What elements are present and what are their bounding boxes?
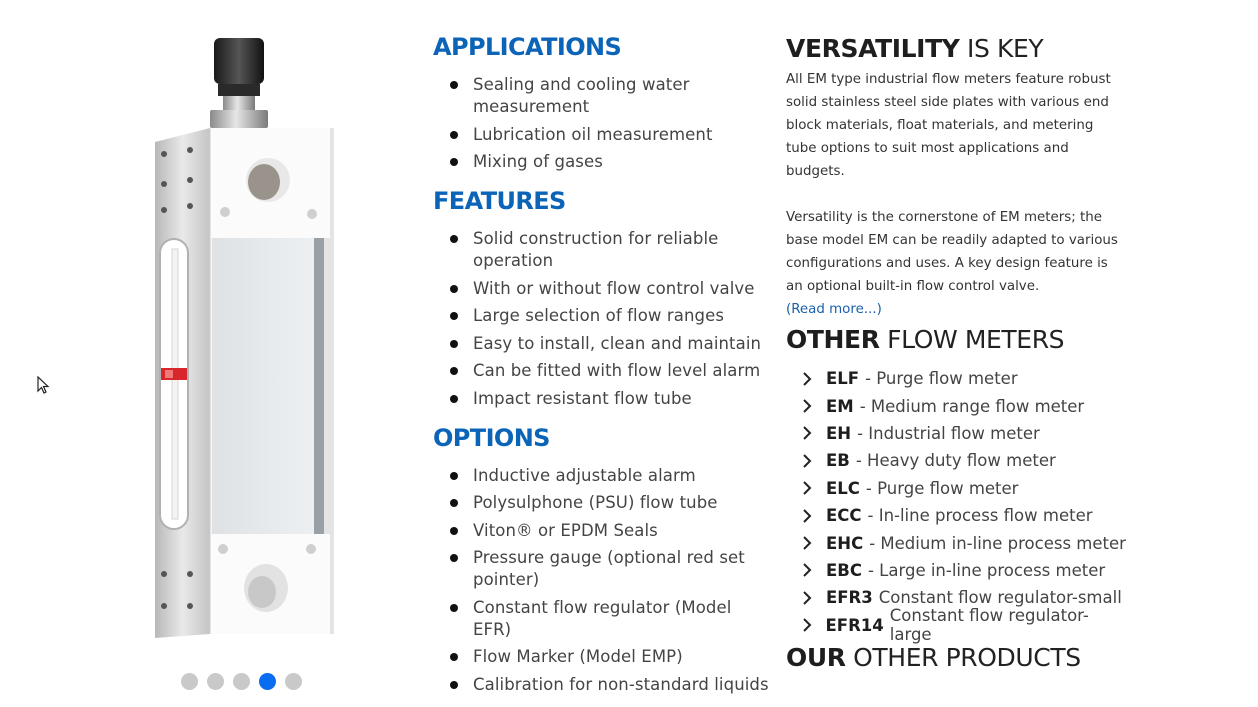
meter-code: EH: [826, 423, 852, 443]
meter-link-em[interactable]: [786, 392, 1126, 419]
other-heading-rest: FLOW METERS: [879, 325, 1065, 354]
meter-link-ecc[interactable]: [786, 502, 1126, 529]
list-item: Constant flow regulator (Model EFR): [433, 597, 773, 641]
meter-desc: - Purge flow meter: [865, 478, 1019, 498]
features-list: [433, 228, 773, 410]
meter-desc: - Purge flow meter: [865, 369, 1018, 389]
chevron-right-icon: [786, 562, 826, 578]
other-heading-bold: OTHER: [786, 325, 880, 354]
chevron-right-icon: [786, 480, 826, 496]
list-item: Polysulphone (PSU) flow tube: [433, 492, 773, 514]
applications-heading: APPLICATIONS: [433, 33, 622, 61]
options-heading: OPTIONS: [433, 423, 550, 452]
other-meters-list: [786, 365, 1126, 645]
list-item: Solid construction for reliable operation: [433, 228, 773, 272]
read-more-link[interactable]: (Read more...): [786, 302, 882, 317]
our-other-products-heading: [786, 639, 1126, 677]
meter-code: ECC: [826, 506, 862, 526]
list-item: Easy to install, clean and maintain: [433, 333, 773, 355]
meter-link-eb[interactable]: [786, 447, 1126, 474]
meter-code: EFR3: [826, 588, 873, 608]
list-item: Inductive adjustable alarm: [433, 465, 773, 487]
options-list: [433, 465, 773, 696]
chevron-right-icon: [786, 425, 826, 441]
meter-desc: - In-line process flow meter: [867, 506, 1093, 526]
versatility-paragraph-2: Versatility is the cornerstone of EM meters; the base model EM can be readily adapted to various configurations and uses. A key design feature is an optional built-in flow control valve.: [786, 210, 1118, 294]
list-item: Viton® or EPDM Seals: [433, 520, 773, 542]
meter-code: EHC: [826, 533, 864, 553]
list-item: With or without flow control valve: [433, 278, 773, 300]
chevron-right-icon: [786, 617, 826, 633]
features-heading: FEATURES: [433, 187, 566, 215]
slider-dot-2[interactable]: [207, 673, 224, 690]
meter-desc: Constant flow regulator-large: [889, 606, 1089, 645]
list-item: Flow Marker (Model EMP): [433, 646, 773, 668]
meter-link-elc[interactable]: [786, 475, 1126, 502]
chevron-right-icon: [786, 590, 826, 606]
meter-link-elf[interactable]: [786, 365, 1126, 392]
list-item: Impact resistant flow tube: [433, 388, 773, 410]
slider-dot-5[interactable]: [285, 673, 302, 690]
chevron-right-icon: [786, 535, 826, 551]
meter-desc: - Large in-line process meter: [867, 560, 1106, 580]
versatility-heading-bold: VERSATILITY: [786, 34, 960, 63]
meter-link-ebc[interactable]: [786, 557, 1126, 584]
chevron-right-icon: [786, 508, 826, 524]
info-column: [786, 30, 1126, 677]
meter-code: EM: [826, 396, 854, 416]
specs-column: [433, 30, 773, 707]
meter-desc: - Heavy duty flow meter: [855, 451, 1056, 471]
our-heading-rest: OTHER PRODUCTS: [845, 642, 1081, 672]
meter-code: ELF: [826, 369, 860, 389]
versatility-paragraph-1: All EM type industrial flow meters feature robust solid stainless steel side plates with various end block materials, float materials, and metering tube options to suit most applications and budgets.: [786, 72, 1111, 179]
our-heading-bold: OUR: [786, 642, 846, 672]
image-slider-dots: [181, 673, 302, 690]
meter-code: ELC: [826, 478, 860, 498]
meter-link-ehc[interactable]: [786, 529, 1126, 556]
chevron-right-icon: [786, 453, 826, 469]
meter-link-eh[interactable]: [786, 420, 1126, 447]
list-item: Lubrication oil measurement: [433, 124, 773, 146]
versatility-heading: [786, 30, 1126, 68]
list-item: Calibration for non-standard liquids: [433, 674, 773, 696]
other-flow-meters-heading: [786, 321, 1126, 359]
meter-desc: Constant flow regulator-small: [878, 588, 1122, 608]
mouse-cursor-icon: [37, 376, 51, 396]
chevron-right-icon: [786, 371, 826, 387]
list-item: Large selection of flow ranges: [433, 305, 773, 327]
list-item: Pressure gauge (optional red set pointer): [433, 547, 773, 591]
list-item: Can be fitted with flow level alarm: [433, 360, 773, 382]
slider-dot-4[interactable]: [259, 673, 276, 690]
meter-link-efr14[interactable]: [786, 606, 1126, 645]
meter-desc: - Medium in-line process meter: [869, 533, 1126, 553]
list-item: Mixing of gases: [433, 151, 773, 173]
slider-dot-3[interactable]: [233, 673, 250, 690]
chevron-right-icon: [786, 398, 826, 414]
slider-dot-1[interactable]: [181, 673, 198, 690]
meter-desc: - Industrial flow meter: [857, 423, 1040, 443]
versatility-heading-rest: IS KEY: [959, 34, 1044, 63]
meter-code: EBC: [826, 560, 862, 580]
meter-code: EB: [826, 451, 850, 471]
applications-list: [433, 74, 773, 173]
meter-desc: - Medium range flow meter: [859, 396, 1085, 416]
list-item: Sealing and cooling water measurement: [433, 74, 773, 118]
meter-code: EFR14: [825, 615, 884, 635]
product-image: [150, 34, 340, 640]
